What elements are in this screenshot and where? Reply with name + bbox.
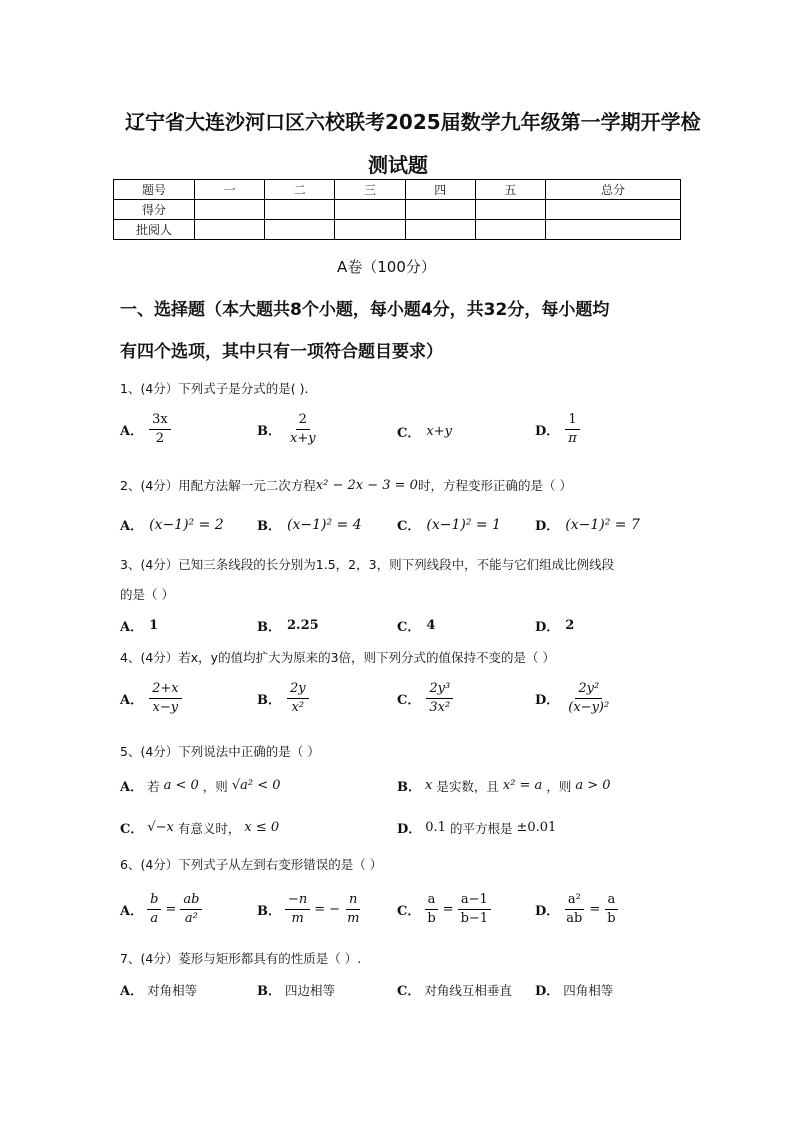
option-label: C． xyxy=(397,904,421,919)
denominator: ab xyxy=(566,911,583,926)
fraction xyxy=(458,891,492,928)
denominator: (x−y)² xyxy=(568,700,610,715)
numerator: ab xyxy=(180,891,202,910)
option-value: 4 xyxy=(426,618,436,633)
question-3-option-a[interactable] xyxy=(120,616,158,635)
minus-sign: − xyxy=(329,902,341,917)
denominator: a² xyxy=(184,911,198,926)
numerator: −n xyxy=(285,891,310,910)
math-expression: √−x xyxy=(147,820,174,835)
option-text: ，则 xyxy=(202,778,228,794)
option-text: 的平方根是 xyxy=(449,820,513,836)
question-6-option-c[interactable] xyxy=(397,891,491,928)
question-5-stem: 5、(4分）下列说法中正确的是（ ） xyxy=(120,744,320,759)
math-expression: a > 0 xyxy=(575,778,611,793)
numerator: 2y³ xyxy=(426,680,453,699)
denominator: a xyxy=(150,911,159,926)
option-value: 2 xyxy=(565,618,575,633)
question-1-option-a[interactable] xyxy=(120,411,171,448)
fraction xyxy=(565,411,580,448)
title-line-1: 辽宁省大连沙河口区六校联考2025届数学九年级第一学期开学检 xyxy=(125,110,701,134)
question-7-option-a[interactable] xyxy=(120,980,197,999)
question-1-option-d[interactable] xyxy=(535,411,580,448)
option-value: 0.1 xyxy=(425,820,446,835)
question-7-option-d[interactable] xyxy=(535,980,613,999)
fraction xyxy=(426,680,453,717)
option-label: D． xyxy=(535,519,560,534)
question-2-option-b[interactable] xyxy=(257,515,362,534)
equals-sign: = xyxy=(589,902,601,917)
math-expression: (x−1)² = 7 xyxy=(565,516,640,533)
numerator: n xyxy=(346,891,360,910)
option-text: 对角相等 xyxy=(147,982,198,998)
question-4-option-b[interactable] xyxy=(257,680,309,717)
option-label: A． xyxy=(120,519,144,534)
score-cell[interactable] xyxy=(265,200,335,220)
option-label: C． xyxy=(397,620,421,635)
denominator: x² xyxy=(291,700,305,715)
math-expression: (x−1)² = 2 xyxy=(149,516,224,533)
equals-sign: = xyxy=(442,902,454,917)
denominator: x−y xyxy=(152,700,179,715)
math-expression: x ≤ 0 xyxy=(244,820,280,835)
question-3-stem-line-1: 3、(4分）已知三条线段的长分别为1.5，2，3，则下列线段中，不能与它们组成比例线段 xyxy=(120,557,615,572)
score-cell[interactable] xyxy=(546,220,681,240)
numerator: a xyxy=(425,891,439,910)
option-label: D． xyxy=(535,693,560,708)
fraction xyxy=(287,680,309,717)
denominator: b−1 xyxy=(460,911,489,926)
question-6-option-a[interactable] xyxy=(120,891,202,928)
score-table-row xyxy=(114,200,681,220)
equals-sign: = xyxy=(165,902,177,917)
equals-sign: = xyxy=(314,902,326,917)
question-2-option-a[interactable] xyxy=(120,515,224,534)
option-label: A． xyxy=(120,620,144,635)
numerator: 2y xyxy=(287,680,309,699)
option-label: C． xyxy=(397,426,421,441)
option-label: A． xyxy=(120,693,144,708)
numerator: 1 xyxy=(565,411,579,430)
option-label: B． xyxy=(397,780,421,795)
question-1-option-c[interactable] xyxy=(397,422,452,441)
option-label: A． xyxy=(120,984,144,999)
question-5-option-c[interactable] xyxy=(120,818,279,837)
math-expression: x xyxy=(425,778,433,793)
question-6-stem: 6、(4分）下列式子从左到右变形错误的是（ ） xyxy=(120,857,383,872)
numerator: 2 xyxy=(296,411,310,430)
fraction xyxy=(149,411,171,448)
fraction xyxy=(604,891,618,928)
numerator: b xyxy=(147,891,161,910)
question-7-option-b[interactable] xyxy=(257,980,335,999)
score-header-cell: 三 xyxy=(335,180,405,200)
question-5-option-b[interactable] xyxy=(397,776,611,795)
numerator: a−1 xyxy=(458,891,491,910)
question-5-option-a[interactable] xyxy=(120,776,281,795)
stem-text: 时，方程变形正确的是（ ） xyxy=(417,478,572,493)
option-label: D． xyxy=(535,620,560,635)
question-3-option-d[interactable] xyxy=(535,616,574,635)
option-text: 是实数，且 xyxy=(436,778,499,794)
option-label: B． xyxy=(257,424,281,439)
math-expression: ±0.01 xyxy=(516,820,557,835)
fraction xyxy=(344,891,362,928)
option-label: D． xyxy=(535,904,560,919)
question-5-option-d[interactable] xyxy=(397,818,556,837)
fraction xyxy=(424,891,438,928)
score-cell[interactable] xyxy=(475,200,545,220)
question-4-option-a[interactable] xyxy=(120,680,182,717)
question-6-option-b[interactable] xyxy=(257,891,362,928)
score-header-cell: 一 xyxy=(195,180,265,200)
section-a-heading: A卷（100分） xyxy=(337,258,436,276)
denominator: 3x² xyxy=(429,700,451,715)
denominator: 2 xyxy=(155,431,165,446)
question-3-option-b[interactable] xyxy=(257,616,319,635)
math-expression: (x−1)² = 1 xyxy=(426,516,501,533)
option-label: A． xyxy=(120,424,144,439)
option-label: C． xyxy=(397,984,421,999)
numerator: 3x xyxy=(149,411,171,430)
option-value: 1 xyxy=(149,618,159,633)
option-label: C． xyxy=(120,822,144,837)
score-table-header-row xyxy=(114,180,681,200)
question-6-option-d[interactable] xyxy=(535,891,619,928)
numerator: 2+x xyxy=(149,680,182,699)
option-text: 四边相等 xyxy=(285,982,336,998)
denominator: π xyxy=(568,431,577,446)
question-3-stem-line-2: 的是（ ） xyxy=(120,587,174,602)
score-cell[interactable] xyxy=(405,200,475,220)
score-cell[interactable] xyxy=(195,220,265,240)
option-value: 2.25 xyxy=(287,618,319,633)
option-label: B． xyxy=(257,693,281,708)
score-header-cell: 总分 xyxy=(546,180,681,200)
denominator: m xyxy=(291,911,304,926)
math-expression: x+y xyxy=(426,424,452,439)
fraction xyxy=(147,891,161,928)
numerator: a xyxy=(605,891,619,910)
option-label: B． xyxy=(257,620,281,635)
score-header-cell: 二 xyxy=(265,180,335,200)
question-1-option-b[interactable] xyxy=(257,411,319,448)
option-label: A． xyxy=(120,904,144,919)
score-cell[interactable] xyxy=(335,200,405,220)
denominator: b xyxy=(607,911,616,926)
title-line-2: 测试题 xyxy=(368,153,428,177)
denominator: x+y xyxy=(290,431,316,446)
fraction xyxy=(287,411,319,448)
score-header-cell: 五 xyxy=(475,180,545,200)
option-label: C． xyxy=(397,519,421,534)
question-2-stem xyxy=(120,476,572,494)
math-expression: a < 0 xyxy=(163,778,199,793)
score-cell[interactable] xyxy=(195,200,265,220)
option-text: 对角线互相垂直 xyxy=(424,982,512,998)
question-7-stem: 7、(4分）菱形与矩形都具有的性质是（ ）. xyxy=(120,951,362,966)
score-row-label: 批阅人 xyxy=(114,220,195,240)
fraction xyxy=(285,891,310,928)
question-7-option-c[interactable] xyxy=(397,980,512,999)
score-header-cell: 四 xyxy=(405,180,475,200)
option-label: D． xyxy=(535,424,560,439)
part-1-header-line-1: 一、选择题（本大题共8个小题，每小题4分，共32分，每小题均 xyxy=(120,300,610,320)
denominator: m xyxy=(347,911,360,926)
question-2-option-d[interactable] xyxy=(535,515,640,534)
math-expression: √a² < 0 xyxy=(231,778,281,793)
question-2-option-c[interactable] xyxy=(397,515,501,534)
option-label: A． xyxy=(120,780,144,795)
score-cell[interactable] xyxy=(405,220,475,240)
option-text: 四角相等 xyxy=(563,982,614,998)
option-text: 若 xyxy=(147,778,160,794)
math-expression: (x−1)² = 4 xyxy=(287,516,362,533)
score-cell[interactable] xyxy=(546,200,681,220)
score-table xyxy=(113,179,681,240)
option-text: ，则 xyxy=(546,778,572,794)
score-row-label: 得分 xyxy=(114,200,195,220)
option-text: 有意义时， xyxy=(177,820,241,836)
option-label: C． xyxy=(397,693,421,708)
score-table-row xyxy=(114,220,681,240)
denominator: b xyxy=(427,911,436,926)
question-4-option-c[interactable] xyxy=(397,680,453,717)
option-label: B． xyxy=(257,904,281,919)
part-1-header-line-2: 有四个选项，其中只有一项符合题目要求） xyxy=(120,342,443,362)
fraction xyxy=(149,680,182,717)
score-cell[interactable] xyxy=(475,220,545,240)
fraction xyxy=(565,680,612,717)
score-cell[interactable] xyxy=(335,220,405,240)
option-label: B． xyxy=(257,984,281,999)
question-4-stem: 4、(4分）若x，y的值均扩大为原来的3倍，则下列分式的值保持不变的是（ ） xyxy=(120,650,556,665)
math-expression: x² = a xyxy=(502,778,543,793)
option-label: B． xyxy=(257,519,281,534)
score-cell[interactable] xyxy=(265,220,335,240)
stem-text: 2、(4分）用配方法解一元二次方程 xyxy=(120,478,316,493)
option-label: D． xyxy=(535,984,560,999)
option-label: D． xyxy=(397,822,422,837)
math-expression: x² − 2x − 3 = 0 xyxy=(315,477,418,493)
numerator: 2y² xyxy=(575,680,602,699)
question-1-stem: 1、(4分）下列式子是分式的是( ). xyxy=(120,381,309,396)
question-3-option-c[interactable] xyxy=(397,616,435,635)
numerator: a² xyxy=(565,891,584,910)
fraction xyxy=(563,891,585,928)
question-4-option-d[interactable] xyxy=(535,680,612,717)
fraction xyxy=(180,891,202,928)
score-header-cell: 题号 xyxy=(114,180,195,200)
